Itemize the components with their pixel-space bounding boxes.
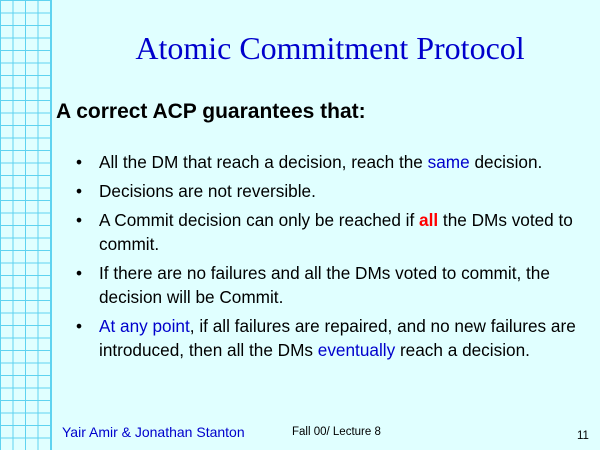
bullet-item (76, 261, 581, 309)
footer-authors: Yair Amir & Jonathan Stanton (62, 424, 245, 440)
bullet-item (76, 208, 581, 256)
bullet-text: decision. (469, 152, 543, 172)
grid-decoration (0, 0, 52, 450)
bullet-text: the DMs voted to commit. (99, 210, 573, 254)
bullet-item (76, 150, 581, 174)
bullet-list (76, 150, 581, 367)
bullet-text: A Commit decision can only be reached if (99, 210, 420, 230)
highlight-at-any-point: At any point (99, 316, 190, 336)
bullet-item (76, 179, 581, 203)
highlight-same: same (427, 152, 470, 172)
footer-lecture: Fall 00/ Lecture 8 (292, 426, 381, 438)
highlight-all: all (419, 210, 439, 230)
slide-subtitle: A correct ACP guarantees that: (56, 100, 366, 123)
bullet-text: All the DM that reach a decision, reach the (99, 152, 428, 172)
bullet-text: If there are no failures and all the DMs voted to commit, the decision will be Commit. (99, 263, 550, 307)
bullet-text: reach a decision. (395, 340, 530, 360)
page-number: 11 (577, 430, 589, 442)
highlight-eventually: eventually (317, 340, 396, 360)
slide-title: Atomic Commitment Protocol (135, 30, 525, 66)
bullet-text: , if all failures are repaired, and no new failures are introduced, then all the DMs (99, 316, 576, 360)
bullet-item (76, 314, 581, 362)
bullet-text: Decisions are not reversible. (99, 181, 316, 201)
